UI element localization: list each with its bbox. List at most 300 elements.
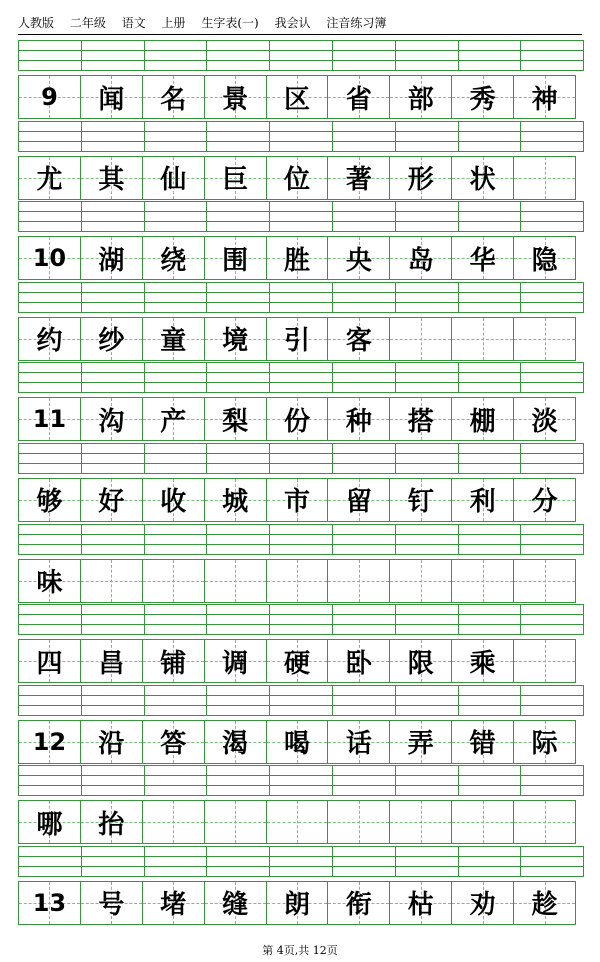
pinyin-column-divider [144, 846, 145, 877]
tian-grid-cell [389, 881, 452, 925]
practice-row [18, 121, 584, 202]
tian-grid-cell [18, 75, 81, 119]
pinyin-writing-band [18, 846, 584, 877]
character [205, 560, 266, 602]
pinyin-column-divider [144, 443, 145, 474]
character [452, 801, 513, 843]
character [452, 560, 513, 602]
character: 神 [531, 84, 558, 115]
character: 绕 [160, 245, 187, 276]
tian-grid-cell [513, 478, 576, 522]
character [81, 560, 142, 602]
pinyin-writing-band [18, 524, 584, 555]
tian-grid-cell [18, 800, 81, 844]
pinyin-guide-line [18, 856, 584, 857]
pinyin-column-divider [81, 524, 82, 555]
pinyin-column-divider [269, 443, 270, 474]
character-grid-row [18, 639, 584, 683]
pinyin-column-divider [395, 282, 396, 313]
pinyin-column-divider [269, 685, 270, 716]
tian-grid-cell [389, 800, 452, 844]
character [328, 801, 389, 843]
tian-grid-cell [204, 156, 267, 200]
pinyin-guide-line [18, 554, 584, 555]
pinyin-column-divider [458, 604, 459, 635]
pinyin-column-divider [332, 282, 333, 313]
tian-grid-cell [18, 397, 81, 441]
tian-grid-cell [204, 881, 267, 925]
tian-grid-cell [451, 236, 514, 280]
tian-grid-cell [389, 236, 452, 280]
character [514, 318, 575, 360]
pinyin-column-divider [18, 604, 19, 635]
tian-grid-cell [80, 397, 143, 441]
tian-grid-cell [389, 559, 452, 603]
character: 沟 [98, 406, 125, 437]
character: 利 [469, 487, 496, 518]
pinyin-guide-line [18, 614, 584, 615]
pinyin-column-divider [520, 846, 521, 877]
character: 搭 [407, 406, 434, 437]
pinyin-column-divider [206, 765, 207, 796]
character [390, 560, 451, 602]
character: 隐 [531, 245, 558, 276]
tian-grid-cell [142, 559, 205, 603]
character-grid-row [18, 559, 584, 603]
pinyin-column-divider [206, 604, 207, 635]
character: 省 [345, 84, 372, 115]
character [328, 560, 389, 602]
pinyin-column-divider [520, 201, 521, 232]
character: 限 [407, 648, 434, 679]
tian-grid-cell [80, 881, 143, 925]
character [143, 801, 204, 843]
character: 沿 [98, 729, 125, 760]
pinyin-column-divider [269, 362, 270, 393]
tian-grid-cell [327, 75, 390, 119]
character: 棚 [469, 406, 496, 437]
tian-grid-cell [80, 478, 143, 522]
character: 分 [531, 487, 558, 518]
tian-grid-cell [266, 559, 329, 603]
character: 客 [345, 326, 372, 357]
tian-grid-cell [18, 478, 81, 522]
pinyin-guide-line [18, 705, 584, 706]
subject-label: 语文 [121, 16, 146, 30]
character-grid-row [18, 156, 584, 200]
tian-grid-cell [327, 639, 390, 683]
tian-grid-cell [80, 720, 143, 764]
character: 岛 [407, 245, 434, 276]
pinyin-column-divider [332, 685, 333, 716]
page-footer: 第 4页,共 12页 [262, 944, 338, 957]
character: 劝 [469, 890, 496, 921]
pinyin-writing-band [18, 282, 584, 313]
lesson-number: 9 [41, 83, 58, 111]
character-grid-row [18, 236, 584, 280]
pinyin-guide-line [18, 765, 584, 766]
pinyin-column-divider [144, 524, 145, 555]
character [514, 801, 575, 843]
pinyin-guide-line [18, 392, 584, 393]
character [267, 560, 328, 602]
character: 胜 [284, 245, 311, 276]
character: 弄 [407, 729, 434, 760]
pinyin-guide-line [18, 40, 584, 41]
pinyin-guide-line [18, 70, 584, 71]
pinyin-guide-line [18, 211, 584, 212]
pinyin-column-divider [395, 443, 396, 474]
pinyin-column-divider [520, 362, 521, 393]
pinyin-column-divider [583, 765, 584, 796]
pinyin-guide-line [18, 201, 584, 202]
pinyin-column-divider [206, 443, 207, 474]
pinyin-column-divider [81, 40, 82, 71]
pinyin-guide-line [18, 60, 584, 61]
pinyin-column-divider [332, 443, 333, 474]
pinyin-column-divider [395, 524, 396, 555]
pinyin-column-divider [458, 685, 459, 716]
pinyin-writing-band [18, 765, 584, 796]
character: 华 [469, 245, 496, 276]
tian-grid-cell [389, 156, 452, 200]
character: 朗 [284, 890, 311, 921]
character: 仙 [160, 165, 187, 196]
grade-label: 二年级 [69, 16, 106, 30]
pinyin-guide-line [18, 685, 584, 686]
pinyin-column-divider [81, 121, 82, 152]
tian-grid-cell [80, 800, 143, 844]
character [514, 157, 575, 199]
character: 硬 [284, 648, 311, 679]
character: 衔 [345, 890, 372, 921]
pinyin-writing-band [18, 443, 584, 474]
pinyin-column-divider [395, 40, 396, 71]
pinyin-column-divider [395, 765, 396, 796]
tian-grid-cell [142, 236, 205, 280]
character: 市 [284, 487, 311, 518]
character-grid-row [18, 397, 584, 441]
pinyin-column-divider [458, 40, 459, 71]
pinyin-column-divider [144, 604, 145, 635]
pinyin-column-divider [395, 604, 396, 635]
character-grid-row [18, 75, 584, 119]
character: 围 [222, 245, 249, 276]
pinyin-column-divider [458, 765, 459, 796]
workbook-label: 注音练习簿 [326, 16, 387, 30]
tian-grid-cell [142, 800, 205, 844]
pinyin-writing-band [18, 40, 584, 71]
pinyin-column-divider [583, 846, 584, 877]
pinyin-column-divider [206, 362, 207, 393]
tian-grid-cell [513, 800, 576, 844]
practice-row [18, 685, 584, 766]
character: 形 [407, 165, 434, 196]
pinyin-column-divider [332, 121, 333, 152]
tian-grid-cell [266, 478, 329, 522]
tian-grid-cell [80, 317, 143, 361]
pinyin-guide-line [18, 443, 584, 444]
pinyin-column-divider [18, 524, 19, 555]
pinyin-column-divider [81, 765, 82, 796]
tian-grid-cell [389, 317, 452, 361]
pinyin-guide-line [18, 382, 584, 383]
pinyin-column-divider [458, 846, 459, 877]
practice-row [18, 443, 584, 524]
character [514, 560, 575, 602]
pinyin-column-divider [458, 121, 459, 152]
pinyin-column-divider [332, 362, 333, 393]
tian-grid-cell [451, 720, 514, 764]
tian-grid-cell [327, 478, 390, 522]
character-grid-row [18, 478, 584, 522]
tian-grid-cell [142, 156, 205, 200]
character [267, 801, 328, 843]
practice-row [18, 604, 584, 685]
character [390, 801, 451, 843]
pinyin-column-divider [206, 201, 207, 232]
tian-grid-cell [266, 75, 329, 119]
pinyin-column-divider [332, 201, 333, 232]
character: 错 [469, 729, 496, 760]
pinyin-column-divider [520, 121, 521, 152]
tian-grid-cell [204, 317, 267, 361]
pinyin-column-divider [18, 846, 19, 877]
character: 位 [284, 165, 311, 196]
pinyin-guide-line [18, 634, 584, 635]
pinyin-column-divider [81, 362, 82, 393]
pinyin-guide-line [18, 624, 584, 625]
tian-grid-cell [142, 478, 205, 522]
tian-grid-cell [451, 156, 514, 200]
character: 答 [160, 729, 187, 760]
tian-grid-cell [389, 639, 452, 683]
pinyin-column-divider [520, 443, 521, 474]
pinyin-column-divider [458, 524, 459, 555]
tian-grid-cell [18, 639, 81, 683]
pinyin-column-divider [583, 362, 584, 393]
tian-grid-cell [327, 156, 390, 200]
pinyin-column-divider [332, 846, 333, 877]
tian-grid-cell [513, 881, 576, 925]
pinyin-column-divider [206, 40, 207, 71]
tian-grid-cell [513, 559, 576, 603]
practice-row [18, 201, 584, 282]
tian-grid-cell [80, 75, 143, 119]
tian-grid-cell [266, 639, 329, 683]
character: 闻 [98, 84, 125, 115]
character: 钉 [407, 487, 434, 518]
pinyin-column-divider [18, 685, 19, 716]
tian-grid-cell [266, 720, 329, 764]
lesson-number: 12 [32, 727, 67, 756]
character: 种 [345, 406, 372, 437]
tian-grid-cell [142, 720, 205, 764]
pinyin-column-divider [144, 685, 145, 716]
tian-grid-cell [327, 800, 390, 844]
character: 好 [98, 487, 125, 518]
character: 湖 [98, 245, 125, 276]
character: 抬 [98, 809, 125, 840]
pinyin-writing-band [18, 201, 584, 232]
pinyin-column-divider [18, 443, 19, 474]
pinyin-writing-band [18, 604, 584, 635]
pinyin-column-divider [269, 121, 270, 152]
pinyin-column-divider [269, 604, 270, 635]
tian-grid-cell [513, 75, 576, 119]
pinyin-column-divider [520, 685, 521, 716]
practice-row [18, 765, 584, 846]
tian-grid-cell [513, 156, 576, 200]
pinyin-column-divider [583, 282, 584, 313]
section-label: 我会认 [274, 16, 311, 30]
tian-grid-cell [204, 639, 267, 683]
character: 产 [160, 406, 187, 437]
pinyin-guide-line [18, 876, 584, 877]
pinyin-column-divider [458, 362, 459, 393]
pinyin-guide-line [18, 282, 584, 283]
pinyin-column-divider [583, 40, 584, 71]
pinyin-column-divider [206, 282, 207, 313]
character: 缝 [222, 890, 249, 921]
pinyin-guide-line [18, 221, 584, 222]
tian-grid-cell [513, 236, 576, 280]
tian-grid-cell [451, 317, 514, 361]
tian-grid-cell [451, 75, 514, 119]
character: 际 [531, 729, 558, 760]
tian-grid-cell [18, 156, 81, 200]
tian-grid-cell [513, 720, 576, 764]
pinyin-column-divider [332, 524, 333, 555]
tian-grid-cell [266, 397, 329, 441]
pinyin-guide-line [18, 131, 584, 132]
character: 巨 [222, 165, 249, 196]
pinyin-column-divider [583, 685, 584, 716]
pinyin-column-divider [395, 685, 396, 716]
pinyin-column-divider [583, 604, 584, 635]
tian-grid-cell [80, 156, 143, 200]
pinyin-column-divider [18, 282, 19, 313]
character: 尤 [36, 165, 63, 196]
character: 卧 [345, 648, 372, 679]
tian-grid-cell [204, 75, 267, 119]
pinyin-column-divider [144, 40, 145, 71]
tian-grid-cell [80, 236, 143, 280]
character: 城 [222, 487, 249, 518]
tian-grid-cell [204, 397, 267, 441]
character: 秀 [469, 84, 496, 115]
tian-grid-cell [18, 236, 81, 280]
pinyin-column-divider [18, 765, 19, 796]
character: 昌 [98, 648, 125, 679]
tian-grid-cell [389, 478, 452, 522]
tian-grid-cell [389, 397, 452, 441]
character [143, 560, 204, 602]
tian-grid-cell [327, 559, 390, 603]
pinyin-column-divider [395, 121, 396, 152]
pinyin-guide-line [18, 846, 584, 847]
tian-grid-cell [80, 639, 143, 683]
character: 哪 [36, 809, 63, 840]
pinyin-column-divider [395, 846, 396, 877]
character: 约 [36, 326, 63, 357]
tian-grid-cell [513, 639, 576, 683]
pinyin-guide-line [18, 151, 584, 152]
pinyin-column-divider [206, 685, 207, 716]
pinyin-column-divider [206, 524, 207, 555]
pinyin-guide-line [18, 50, 584, 51]
character: 区 [284, 84, 311, 115]
character-grid-row [18, 317, 584, 361]
character: 四 [36, 648, 63, 679]
pinyin-column-divider [269, 40, 270, 71]
character: 乘 [469, 648, 496, 679]
pinyin-guide-line [18, 866, 584, 867]
tian-grid-cell [451, 881, 514, 925]
pinyin-column-divider [583, 443, 584, 474]
pinyin-column-divider [81, 282, 82, 313]
character: 梨 [222, 406, 249, 437]
character: 够 [36, 487, 63, 518]
tian-grid-cell [513, 397, 576, 441]
pinyin-column-divider [583, 524, 584, 555]
character: 境 [222, 326, 249, 357]
pinyin-column-divider [144, 765, 145, 796]
tian-grid-cell [266, 156, 329, 200]
pinyin-guide-line [18, 524, 584, 525]
pinyin-column-divider [269, 846, 270, 877]
character-grid-row [18, 800, 584, 844]
character: 收 [160, 487, 187, 518]
pinyin-guide-line [18, 795, 584, 796]
character: 铺 [160, 648, 187, 679]
tian-grid-cell [204, 559, 267, 603]
character: 话 [345, 729, 372, 760]
pinyin-guide-line [18, 785, 584, 786]
character: 留 [345, 487, 372, 518]
lesson-number: 13 [32, 888, 67, 917]
pinyin-column-divider [18, 121, 19, 152]
pinyin-column-divider [395, 362, 396, 393]
character: 味 [36, 568, 63, 599]
pinyin-column-divider [206, 121, 207, 152]
tian-grid-cell [204, 478, 267, 522]
pinyin-column-divider [18, 40, 19, 71]
pinyin-column-divider [332, 765, 333, 796]
pinyin-guide-line [18, 473, 584, 474]
character: 调 [222, 648, 249, 679]
pinyin-guide-line [18, 292, 584, 293]
character [205, 801, 266, 843]
tian-grid-cell [327, 881, 390, 925]
pinyin-guide-line [18, 231, 584, 232]
pinyin-column-divider [458, 282, 459, 313]
pinyin-writing-band [18, 362, 584, 393]
page-header [18, 14, 582, 34]
lesson-number: 11 [32, 405, 67, 434]
pinyin-guide-line [18, 141, 584, 142]
pinyin-writing-band [18, 121, 584, 152]
tian-grid-cell [389, 75, 452, 119]
tian-grid-cell [327, 236, 390, 280]
header-divider [18, 34, 582, 35]
pinyin-guide-line [18, 604, 584, 605]
pinyin-column-divider [520, 765, 521, 796]
pinyin-column-divider [144, 282, 145, 313]
tian-grid-cell [266, 236, 329, 280]
pinyin-column-divider [18, 201, 19, 232]
character-practice-sheet [18, 40, 584, 927]
